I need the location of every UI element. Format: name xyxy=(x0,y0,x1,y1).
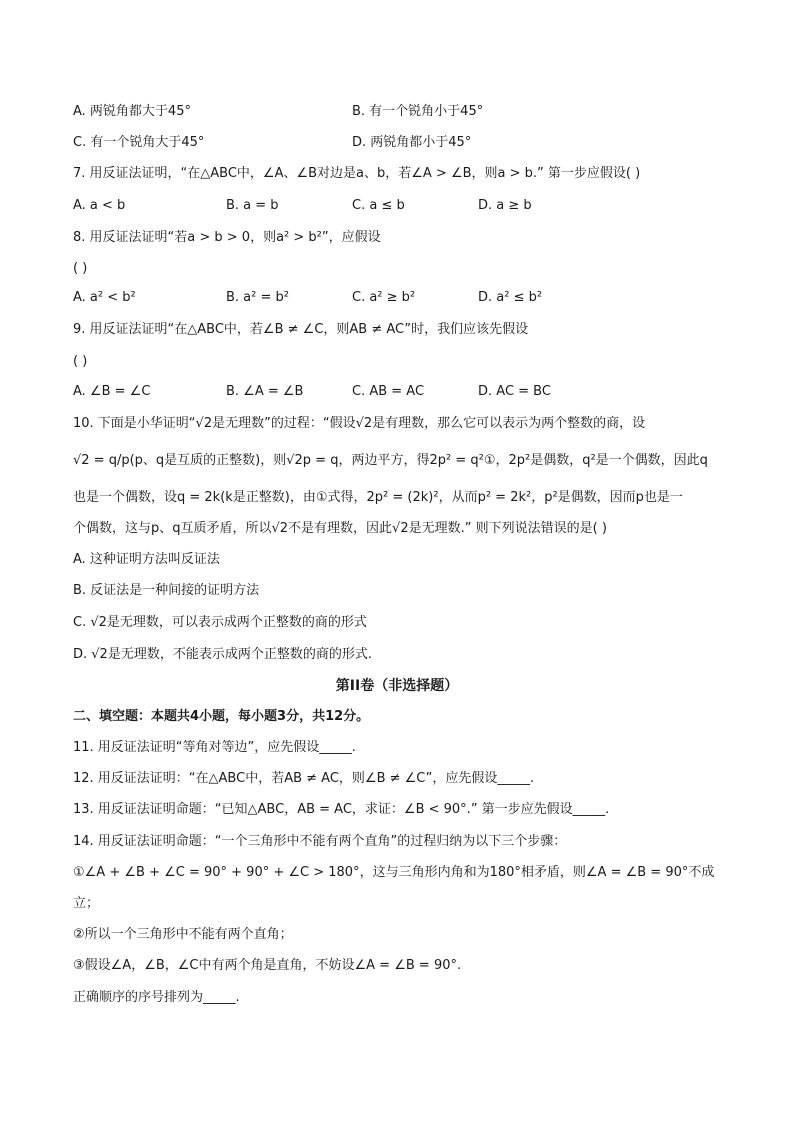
q8-option-d: D. a² ≤ b² xyxy=(478,290,543,305)
q9-option-c: C. AB = AC xyxy=(352,384,425,399)
q9-option-a: A. ∠B = ∠C xyxy=(73,384,151,399)
q7-option-d: D. a ≥ b xyxy=(478,198,532,213)
q6-option-d: D. 两锐角都小于45° xyxy=(352,135,472,150)
q10-option-d: D. √2是无理数，不能表示成两个正整数的商的形式. xyxy=(73,647,372,662)
q8-option-c: C. a² ≥ b² xyxy=(352,290,416,305)
q6-option-c: C. 有一个锐角大于45° xyxy=(73,135,205,150)
q10-line-1: 10. 下面是小华证明“√2是无理数”的过程：“假设√2是有理数，那么它可以表示为两个整数的商，设 xyxy=(73,416,646,431)
q9-option-d: D. AC = BC xyxy=(478,384,551,399)
q14-step-1-continued: 立； xyxy=(73,896,100,911)
q12-stem: 12. 用反证法证明：“在△ABC中，若AB ≠ AC，则∠B ≠ ∠C”，应先假设_____. xyxy=(73,771,534,786)
q11-stem: 11. 用反证法证明“等角对等边”，应先假设_____. xyxy=(73,740,356,755)
q6-option-b: B. 有一个锐角小于45° xyxy=(352,104,484,119)
q8-paren: ( ) xyxy=(73,261,88,276)
q9-option-b: B. ∠A = ∠B xyxy=(226,384,304,399)
q9-paren: ( ) xyxy=(73,354,88,369)
q7-option-b: B. a = b xyxy=(226,198,279,213)
q14-step-2: ②所以一个三角形中不能有两个直角； xyxy=(73,927,293,942)
q9-stem: 9. 用反证法证明“在△ABC中，若∠B ≠ ∠C，则AB ≠ AC”时，我们应该先假设 xyxy=(73,322,529,337)
q6-option-a: A. 两锐角都大于45° xyxy=(73,104,191,119)
q8-stem: 8. 用反证法证明“若a > b > 0，则a² > b²”，应假设 xyxy=(73,230,381,245)
q10-line-4: 个偶数，这与p、q互质矛盾，所以√2不是有理数，因此√2是无理数.” 则下列说法错误的是( ) xyxy=(73,521,607,536)
q8-option-a: A. a² < b² xyxy=(73,290,136,305)
q7-stem: 7. 用反证法证明，“在△ABC中，∠A、∠B对边是a、b，若∠A > ∠B，则a > b.” 第一步应假设( ) xyxy=(73,166,641,181)
q7-option-c: C. a ≤ b xyxy=(352,198,405,213)
q14-step-3: ③假设∠A，∠B，∠C中有两个角是直角，不妨设∠A = ∠B = 90°. xyxy=(73,958,462,973)
q7-option-a: A. a < b xyxy=(73,198,126,213)
q14-answer-prompt: 正确顺序的序号排列为_____. xyxy=(73,990,240,1005)
q10-line-3: 也是一个偶数，设q = 2k(k是正整数)，由①式得，2p² = (2k)²，从而p² = 2k²，p²是偶数，因而p也是一 xyxy=(73,490,683,505)
q8-option-b: B. a² = b² xyxy=(226,290,289,305)
q13-stem: 13. 用反证法证明命题：“已知△ABC，AB = AC，求证：∠B < 90°.” 第一步应先假设_____. xyxy=(73,802,610,817)
q10-option-b: B. 反证法是一种间接的证明方法 xyxy=(73,583,260,598)
section-ii-title: 第II卷（非选择题） xyxy=(335,678,459,694)
q14-step-1: ①∠A + ∠B + ∠C = 90° + 90° + ∠C > 180°，这与三角形内角和为180°相矛盾，则∠A = ∠B = 90°不成 xyxy=(73,865,715,880)
q10-option-c: C. √2是无理数，可以表示成两个正整数的商的形式 xyxy=(73,615,367,630)
q10-option-a: A. 这种证明方法叫反证法 xyxy=(73,552,220,567)
section-ii-heading: 二、填空题：本题共4小题，每小题3分，共12分。 xyxy=(73,709,370,724)
q14-stem: 14. 用反证法证明命题：“一个三角形中不能有两个直角”的过程归纳为以下三个步骤： xyxy=(73,834,567,849)
q10-line-2: √2 = q/p(p、q是互质的正整数)，则√2p = q，两边平方，得2p² = q²①，2p²是偶数，q²是一个偶数，因此q xyxy=(73,453,708,468)
